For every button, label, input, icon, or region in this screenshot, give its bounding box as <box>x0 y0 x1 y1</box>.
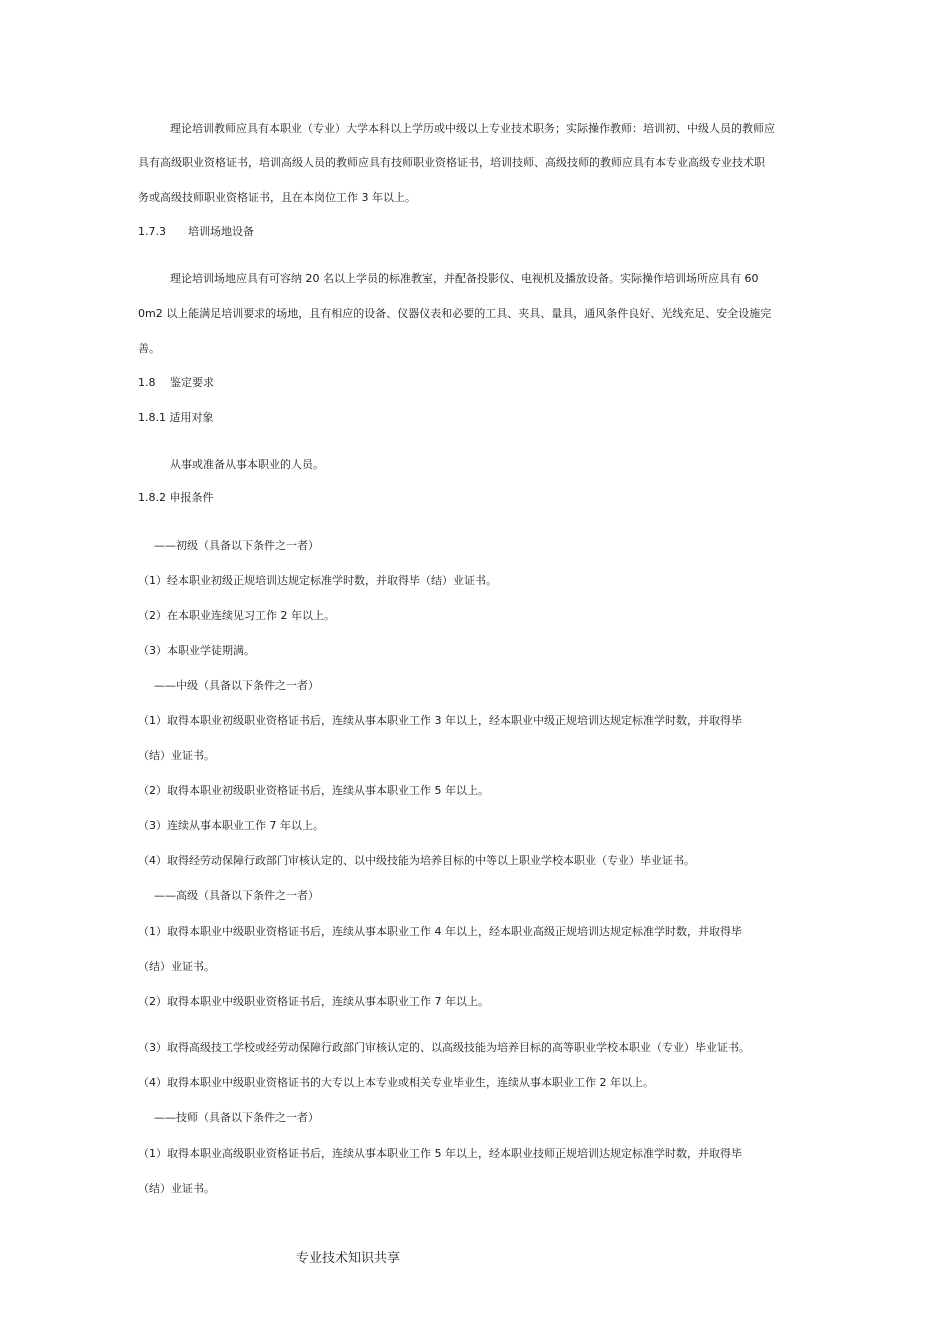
section-heading: 1.7.3 培训场地设备 <box>138 225 254 238</box>
paragraph-line: 理论培训场地应具有可容纳 20 名以上学员的标准教室，并配备投影仪、电视机及播放设备。实际操作培训场所应具有 60 <box>170 272 759 285</box>
level-heading: ——初级（具备以下条件之一者） <box>154 539 319 552</box>
page-footer: 专业技术知识共享 <box>296 1251 401 1266</box>
list-item: （4）取得经劳动保障行政部门审核认定的、以中级技能为培养目标的中等以上职业学校本职业（专业）毕业证书。 <box>138 854 695 867</box>
level-heading: ——技师（具备以下条件之一者） <box>154 1111 319 1124</box>
paragraph-line: 0m2 以上能满足培训要求的场地，且有相应的设备、仪器仪表和必要的工具、夹具、量具，通风条件良好、光线充足、安全设施完 <box>138 307 772 320</box>
list-item: （1）取得本职业高级职业资格证书后，连续从事本职业工作 5 年以上，经本职业技师正规培训达规定标准学时数，并取得毕 <box>138 1147 742 1160</box>
section-heading: 1.8 鉴定要求 <box>138 376 214 389</box>
list-item: （3）本职业学徒期满。 <box>138 644 255 657</box>
paragraph-line: 善。 <box>138 342 160 355</box>
list-item: （1）取得本职业初级职业资格证书后，连续从事本职业工作 3 年以上，经本职业中级正规培训达规定标准学时数，并取得毕 <box>138 714 742 727</box>
list-item: （3）连续从事本职业工作 7 年以上。 <box>138 819 324 832</box>
paragraph-line: 从事或准备从事本职业的人员。 <box>170 458 324 471</box>
list-item: （1）取得本职业中级职业资格证书后，连续从事本职业工作 4 年以上，经本职业高级正规培训达规定标准学时数，并取得毕 <box>138 925 742 938</box>
paragraph-line: 务或高级技师职业资格证书，且在本岗位工作 3 年以上。 <box>138 191 416 204</box>
section-heading: 1.8.1 适用对象 <box>138 411 214 424</box>
list-item-continuation: （结）业证书。 <box>138 749 215 762</box>
list-item: （2）取得本职业中级职业资格证书后，连续从事本职业工作 7 年以上。 <box>138 995 489 1008</box>
list-item: （2）取得本职业初级职业资格证书后，连续从事本职业工作 5 年以上。 <box>138 784 489 797</box>
list-item: （4）取得本职业中级职业资格证书的大专以上本专业或相关专业毕业生，连续从事本职业工作 2 年以上。 <box>138 1076 654 1089</box>
paragraph-line: 理论培训教师应具有本职业（专业）大学本科以上学历或中级以上专业技术职务；实际操作教师：培训初、中级人员的教师应 <box>170 122 775 135</box>
section-heading: 1.8.2 申报条件 <box>138 491 214 504</box>
list-item-continuation: （结）业证书。 <box>138 1182 215 1195</box>
list-item: （2）在本职业连续见习工作 2 年以上。 <box>138 609 335 622</box>
list-item: （3）取得高级技工学校或经劳动保障行政部门审核认定的、以高级技能为培养目标的高等职业学校本职业（专业）毕业证书。 <box>138 1041 750 1054</box>
level-heading: ——高级（具备以下条件之一者） <box>154 889 319 902</box>
list-item-continuation: （结）业证书。 <box>138 960 215 973</box>
level-heading: ——中级（具备以下条件之一者） <box>154 679 319 692</box>
list-item: （1）经本职业初级正规培训达规定标准学时数，并取得毕（结）业证书。 <box>138 574 497 587</box>
paragraph-line: 具有高级职业资格证书，培训高级人员的教师应具有技师职业资格证书，培训技师、高级技师的教师应具有本专业高级专业技术职 <box>138 156 765 169</box>
